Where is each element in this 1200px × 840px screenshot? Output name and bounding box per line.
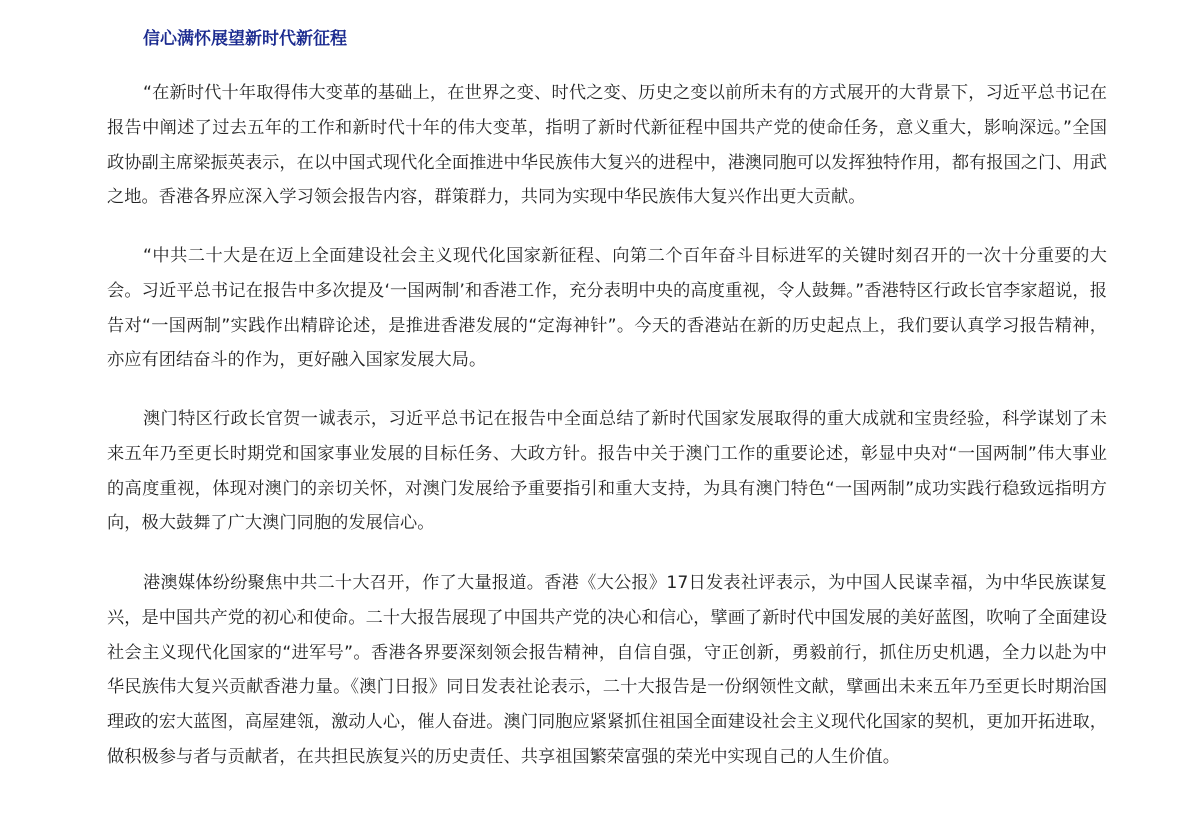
article-paragraph-3: 澳门特区行政长官贺一诚表示，习近平总书记在报告中全面总结了新时代国家发展取得的重大成就和宝贵经验，科学谋划了未来五年乃至更长时期党和国家事业发展的目标任务、大政方针。报告中关于澳门工作的重要论述，彰显中央对“一国两制”伟大事业的高度重视，体现对澳门的亲切关怀，对澳门发展给予重要指引和重大支持，为具有澳门特色“一国两制”成功实践行稳致远指明方向，极大鼓舞了广大澳门同胞的发展信心。: [107, 409, 1107, 534]
article-paragraph-1: “在新时代十年取得伟大变革的基础上，在世界之变、时代之变、历史之变以前所未有的方式展开的大背景下，习近平总书记在报告中阐述了过去五年的工作和新时代十年的伟大变革，指明了新时代新征程中国共产党的使命任务，意义重大，影响深远。”全国政协副主席梁振英表示，在以中国式现代化全面推进中华民族伟大复兴的进程中，港澳同胞可以发挥独特作用，都有报国之门、用武之地。香港各界应深入学习领会报告内容，群策群力，共同为实现中华民族伟大复兴作出更大贡献。: [107, 83, 1107, 208]
article-paragraph-2: “中共二十大是在迈上全面建设社会主义现代化国家新征程、向第二个百年奋斗目标进军的关键时刻召开的一次十分重要的大会。习近平总书记在报告中多次提及‘一国两制’和香港工作，充分表明中央的高度重视，令人鼓舞。”香港特区行政长官李家超说，报告对“一国两制”实践作出精辟论述，是推进香港发展的“定海神针”。今天的香港站在新的历史起点上，我们要认真学习报告精神，亦应有团结奋斗的作为，更好融入国家发展大局。: [107, 246, 1107, 371]
article-paragraph-4: 港澳媒体纷纷聚焦中共二十大召开，作了大量报道。香港《大公报》17日发表社评表示，为中国人民谋幸福，为中华民族谋复兴，是中国共产党的初心和使命。二十大报告展现了中国共产党的决心和信心，擘画了新时代中国发展的美好蓝图，吹响了全面建设社会主义现代化国家的“进军号”。香港各界要深刻领会报告精神，自信自强，守正创新，勇毅前行，抓住历史机遇，全力以赴为中华民族伟大复兴贡献香港力量。《澳门日报》同日发表社论表示，二十大报告是一份纲领性文献，擘画出未来五年乃至更长时期治国理政的宏大蓝图，高屋建瓴，激动人心，催人奋进。澳门同胞应紧紧抓住祖国全面建设社会主义现代化国家的契机，更加开拓进取，做积极参与者与贡献者，在共担民族复兴的历史责任、共享祖国繁荣富强的荣光中实现自己的人生价值。: [107, 573, 1107, 767]
section-title: 信心满怀展望新时代新征程: [143, 29, 347, 49]
